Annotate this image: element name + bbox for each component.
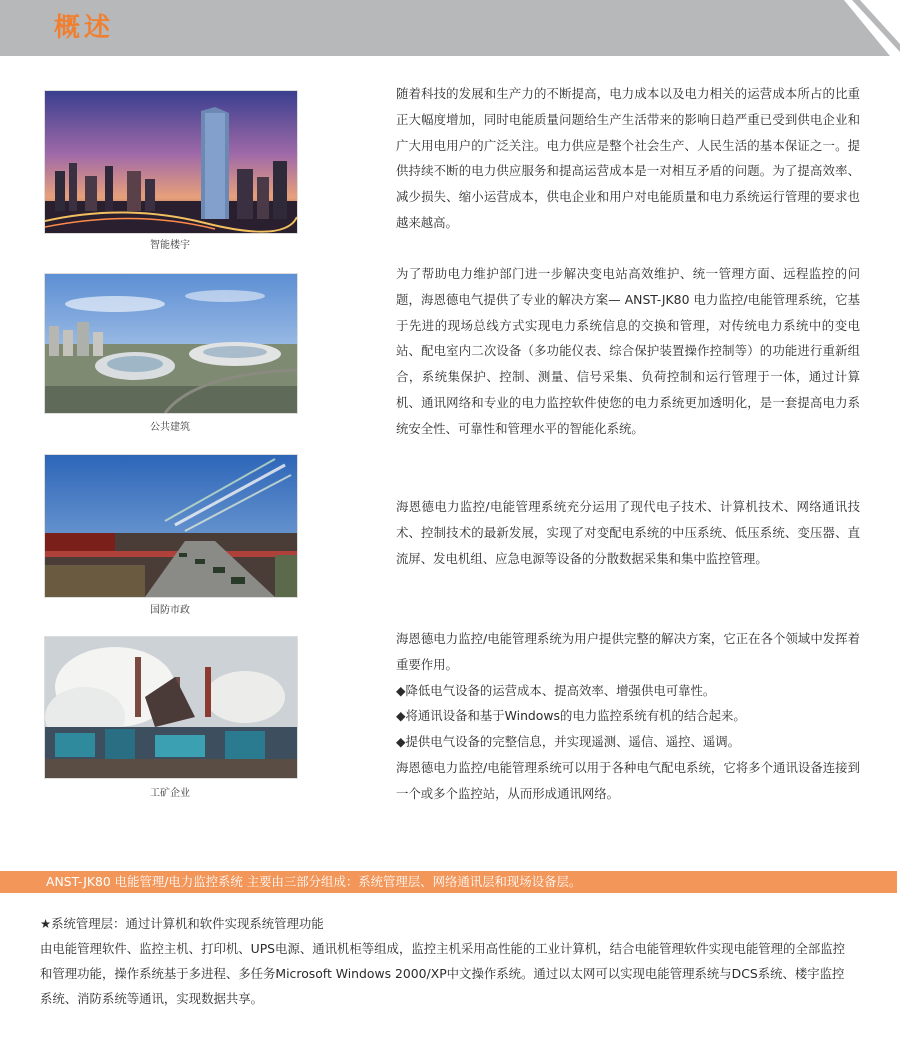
section-heading: ★系统管理层：通过计算机和软件实现系统管理功能: [40, 916, 324, 931]
intro-paragraph-3: [396, 494, 860, 571]
summary-band-text: ANST-JK80 电能管理/电力监控系统 主要由三部分组成：系统管理层、网络通讯层和现场设备层。: [46, 874, 582, 889]
header-bar: [0, 0, 900, 56]
caption-smart-building: 智能楼宇: [150, 240, 190, 251]
list-item: ◆降低电气设备的运营成本、提高效率、增强供电可靠性。: [396, 682, 716, 698]
caption-public-building: 公共建筑: [150, 422, 190, 433]
page-title: 概述: [54, 13, 115, 43]
intro-paragraph-4: [396, 626, 860, 807]
photo-smart-building: [44, 90, 298, 234]
summary-band: [0, 871, 897, 893]
intro-paragraph-2: [396, 261, 860, 442]
system-management-section: [40, 911, 850, 1011]
paragraph-text: 为了帮助电力维护部门进一步解决变电站高效维护、统一管理方面、远程监控的问题，海恩德电气提供了专业的解决方案— ANST-JK80 电力监控/电能管理系统，它基于先进的现场总线方式实现电力系统信息的交换和管理，对传统电力系统中的变电站、配电室内二次设备（多功能仪表、综合保护装置操作控制等）的功能进行重新组合，系统集保护、控制、测量、信号采集、负荷控制和运行管理于一体，通过计算机、通讯网络和专业的电力监控软件使您的电力系统更加透明化，是一套提高电力系统安全性、可靠性和管理水平的智能化系统。: [396, 266, 860, 436]
paragraph-text: 海恩德电力监控/电能管理系统为用户提供完整的解决方案，它正在各个领域中发挥着重要作用。: [396, 631, 860, 672]
photo-industrial: [44, 636, 298, 779]
corner-decoration: [830, 0, 900, 56]
photo-public-building: [44, 273, 298, 414]
caption-defense-municipal: 国防市政: [150, 605, 190, 616]
section-body: 由电能管理软件、监控主机、打印机、UPS电源、通讯机柜等组成，监控主机采用高性能的工业计算机，结合电能管理软件实现电能管理的全部监控和管理功能，操作系统基于多进程、多任务Microsoft Windows 2000/XP中文操作系统。通过以太网可以实现电能管理系统与DCS系统、楼宇监控系统、消防系统等通讯，实现数据共享。: [40, 941, 846, 1006]
paragraph-text: 随着科技的发展和生产力的不断提高，电力成本以及电力相关的运营成本所占的比重正大幅度增加，同时电能质量问题给生产生活带来的影响日趋严重已受到供电企业和广大用电用户的广泛关注。电力供应是整个社会生产、人民生活的基本保证之一。提供持续不断的电力供应服务和提高运营成本是一对相互矛盾的问题。为了提高效率、减少损失、缩小运营成本，供电企业和用户对电能质量和电力系统运行管理的要求也越来越高。: [396, 86, 860, 230]
paragraph-text: 海恩德电力监控/电能管理系统充分运用了现代电子技术、计算机技术、网络通讯技术、控制技术的最新发展，实现了对变配电系统的中压系统、低压系统、变压器、直流屏、发电机组、应急电源等设备的分散数据采集和集中监控管理。: [396, 499, 860, 566]
caption-industrial: 工矿企业: [150, 788, 190, 799]
list-item: ◆提供电气设备的完整信息，并实现遥测、遥信、遥控、遥调。: [396, 734, 741, 750]
closing-text: 海恩德电力监控/电能管理系统可以用于各种电气配电系统，它将多个通讯设备连接到一个或多个监控站，从而形成通讯网络。: [396, 759, 860, 801]
intro-paragraph-1: [396, 81, 860, 236]
list-item: ◆将通讯设备和基于Windows的电力监控系统有机的结合起来。: [396, 708, 746, 724]
feature-list: [396, 678, 860, 755]
photo-defense-municipal: [44, 454, 298, 598]
